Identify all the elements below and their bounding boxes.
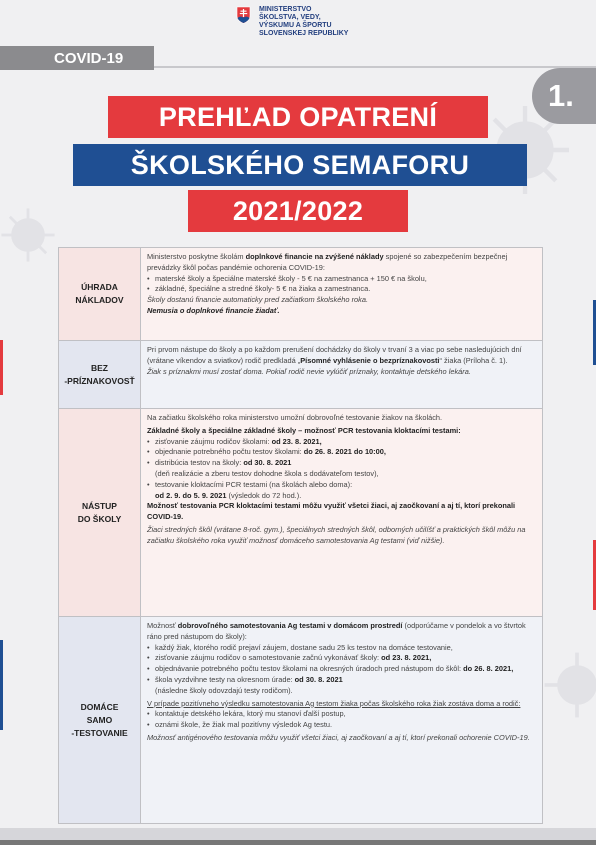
label-line: DO ŠKOLY xyxy=(77,513,122,524)
text-bold: od 30. 8. 2021 xyxy=(243,458,292,468)
text-bold: od 23. 8. 2021, xyxy=(271,436,322,446)
list-item xyxy=(147,458,536,480)
note: Žiaci stredných škôl (vrátane 8-roč. gym.), špeciálnych stredných škôl, odborných učilíšť a praktických škôl môžu na začiatku školského roka využiť možnosť domáceho samotestovania Ag testami (viď nižšie). xyxy=(147,524,526,545)
slovak-crest-icon xyxy=(236,6,251,24)
row-content xyxy=(141,409,542,616)
text-bold: dobrovoľného samotestovania Ag testami v domácom prostredí xyxy=(177,621,403,630)
list-item xyxy=(147,447,536,458)
text-bold: od 2. 9. do 5. 9. 2021 xyxy=(155,490,227,500)
side-accent-line xyxy=(0,640,3,730)
row-content xyxy=(141,617,542,823)
text: zisťovanie záujmu rodičov o samotestovanie začnú vykonávať školy: xyxy=(155,653,382,663)
list-item: • kontaktuje detského lekára, ktorý mu stanoví ďalší postup, xyxy=(147,709,536,720)
table-row xyxy=(59,341,542,409)
list-item: • každý žiak, ktorého rodič prejaví záujem, dostane sadu 25 ks testov na domáce testovanie, xyxy=(147,643,536,654)
title-line-1: PREHĽAD OPATRENÍ xyxy=(108,96,488,138)
measures-table xyxy=(58,247,543,824)
text: (odporúčame v pondelok a vo štvrtok ráno pred nástupom do školy): xyxy=(147,621,526,641)
text: objednanie potrebného počtu testov školami: xyxy=(155,447,304,457)
label-line: ÚHRADA xyxy=(81,282,118,292)
label-line: SAMO xyxy=(86,714,113,725)
text: zisťovanie záujmu rodičov školami: xyxy=(155,436,272,446)
label-line: -PRÍZNAKOVOSŤ xyxy=(64,375,135,386)
table-row xyxy=(59,409,542,617)
label-line: NÁSTUP xyxy=(82,500,117,511)
title-line-3: 2021/2022 xyxy=(188,190,408,232)
footer-bar xyxy=(0,840,596,845)
note: Žiak s príznakmi musí zostať doma. Pokiaľ rodič nevie vylúčiť príznaky, kontaktuje detského lekára. xyxy=(147,366,471,376)
text: (následne školy odovzdajú testy rodičom). xyxy=(155,685,293,695)
text: (deň realizácie a zberu testov dohodne škola s dodávateľom testov), xyxy=(155,468,379,478)
ministry-line: SLOVENSKEJ REPUBLIKY xyxy=(259,30,349,37)
row-label xyxy=(59,341,141,408)
label-line: DOMÁCE xyxy=(80,701,119,712)
label-line: BEZ xyxy=(91,362,108,373)
row-content xyxy=(141,341,542,408)
note: Možnosť antigénového testovania môžu využiť všetci žiaci, aj zaočkovaní a aj tí, ktorí prekonali ochorenie COVID-19. xyxy=(147,732,530,742)
row-content xyxy=(141,248,542,340)
list-item xyxy=(147,675,536,697)
covid-tab: COVID-19 xyxy=(0,46,154,70)
text-bold: Písomné vyhlásenie o bezpríznakovosti xyxy=(300,355,440,365)
text: distribúcia testov na školy: xyxy=(155,458,244,468)
side-accent-line xyxy=(0,340,3,395)
ministry-name xyxy=(259,6,348,38)
table-row xyxy=(59,617,542,823)
text-bold: do 26. 8. 2021, xyxy=(463,664,514,674)
note-bold: Možnosť testovania PCR kloktacími testami môžu využiť všetci žiaci, aj zaočkovaní a aj tí, ktorí prekonali COVID-19. xyxy=(147,501,516,522)
label-line: -TESTOVANIE xyxy=(71,727,128,738)
text: Na začiatku školského roka ministerstvo umožní dobrovoľné testovanie žiakov na školách. xyxy=(147,413,443,422)
text: (výsledok do 72 hod.). xyxy=(226,490,302,500)
list-item xyxy=(147,480,536,502)
list-item: • základné, špeciálne a stredné školy- 5 € na žiaka a zamestnanca. xyxy=(147,284,536,295)
text: Ministerstvo poskytne školám xyxy=(147,252,246,261)
text-bold: doplnkové financie na zvýšené náklady xyxy=(245,252,384,261)
text-underlined: V prípade pozitívneho výsledku samotestovania Ag testom žiaka počas školského roka žiak zostáva doma a rodič: xyxy=(147,698,521,708)
text-bold: od 30. 8. 2021 xyxy=(294,674,343,684)
text: testovanie kloktacími PCR testami (na školách alebo doma): xyxy=(155,479,353,489)
list-item xyxy=(147,653,536,664)
table-row xyxy=(59,248,542,341)
note-bold: Nemusia o doplnkové financie žiadať. xyxy=(147,305,280,315)
text: škola vyzdvihne testy na okresnom úrade: xyxy=(155,674,295,684)
list-item: • oznámi škole, že žiak mal pozitívny výsledok Ag testu. xyxy=(147,720,536,731)
text: spojené so zabezpečením bezpečnej prevádzky škôl počas pandémie ochorenia COVID-19: xyxy=(147,252,508,272)
ministry-line: VÝSKUMU A ŠPORTU xyxy=(259,22,332,29)
text: Možnosť xyxy=(147,621,178,630)
note: Školy dostanú financie automaticky pred začiatkom školského roka. xyxy=(147,295,369,305)
ministry-line: MINISTERSTVO xyxy=(259,6,312,13)
ministry-line: ŠKOLSTVA, VEDY, xyxy=(259,14,321,21)
page-number-badge: 1. xyxy=(532,68,596,124)
text: objednávanie potrebného počtu testov školami na okresných úradoch pred nástupom do škôl: xyxy=(155,664,464,674)
row-label xyxy=(59,409,141,616)
ministry-logo xyxy=(236,6,348,38)
text-bold: do 26. 8. 2021 do 10:00, xyxy=(303,447,386,457)
header-divider xyxy=(154,66,596,68)
virus-decoration-icon xyxy=(540,640,596,730)
row-label xyxy=(59,617,141,823)
text-bold: od 23. 8. 2021, xyxy=(381,653,432,663)
label-line: NÁKLADOV xyxy=(75,295,124,305)
heading: Základné školy a špeciálne základné školy – možnosť PCR testovania kloktacími testami: xyxy=(147,425,461,435)
text: “ žiaka (Príloha č. 1). xyxy=(439,355,508,365)
list-item xyxy=(147,437,536,448)
list-item xyxy=(147,664,536,675)
title-line-2: ŠKOLSKÉHO SEMAFORU xyxy=(73,144,527,186)
list-item: • materské školy a špeciálne materské školy - 5 € na zamestnanca + 150 € na školu, xyxy=(147,274,536,285)
row-label xyxy=(59,248,141,340)
text: Pri prvom nástupe do školy a po každom prerušení dochádzky do školy v trvaní 3 a viac po sebe nasledujúcich dní (vrátane víkendov a sviatkov) rodič predkladá „ xyxy=(147,345,522,365)
